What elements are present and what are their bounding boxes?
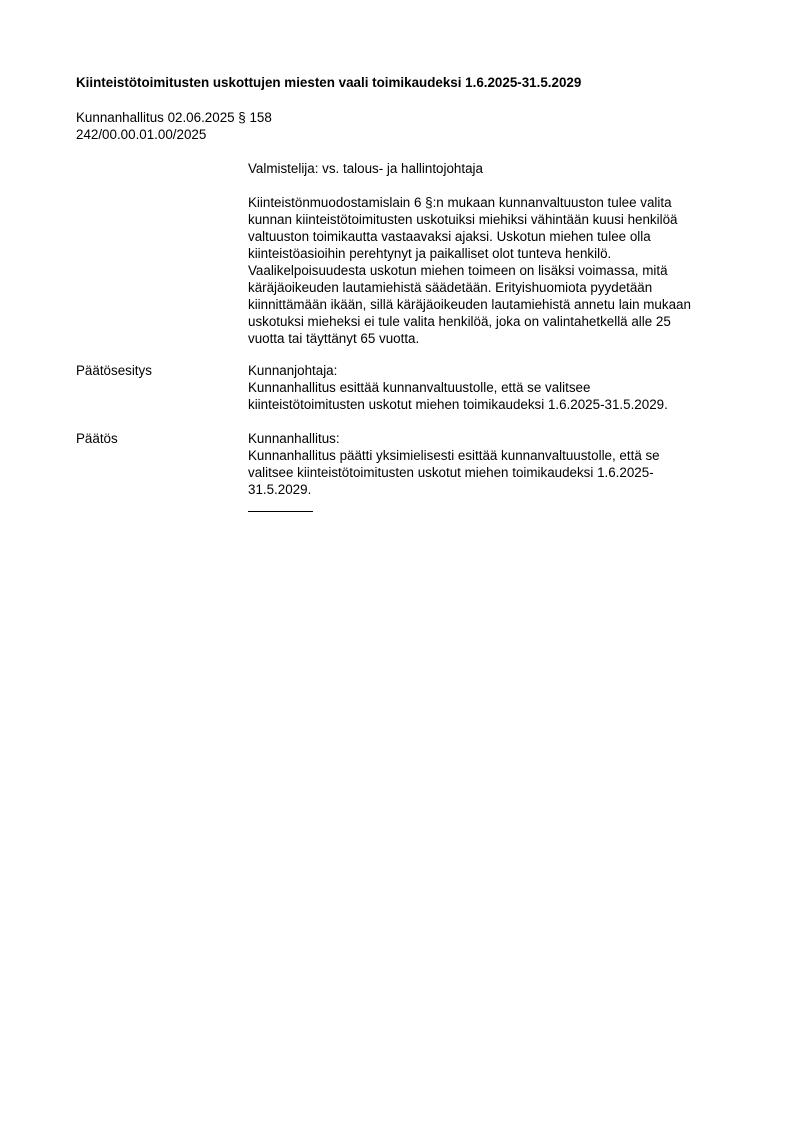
body-line: kiinteistöasioihin perehtynyt ja paikalliset olot tunteva henkilö.	[248, 246, 612, 261]
record-number: 242/00.00.01.00/2025	[76, 127, 207, 142]
preparer-line: Valmistelija: vs. talous- ja hallintojohtaja	[248, 161, 483, 176]
proposal-section	[248, 362, 738, 413]
decision-line: 31.5.2029.	[248, 482, 312, 497]
body-line: käräjäoikeuden lautamiehistä säädetään. Erityishuomiota pyydetään	[248, 280, 653, 295]
meeting-line: Kunnanhallitus 02.06.2025 § 158	[76, 110, 272, 125]
decision-line: Kunnanhallitus päätti yksimielisesti esittää kunnanvaltuustolle, että se	[248, 448, 660, 463]
decision-line: valitsee kiinteistötoimitusten uskotut miehen toimikaudeksi 1.6.2025-	[248, 465, 654, 480]
decision-line: Kunnanhallitus:	[248, 431, 340, 446]
body-line: Kiinteistönmuodostamislain 6 §:n mukaan kunnanvaltuuston tulee valita	[248, 195, 672, 210]
meeting-meta	[76, 109, 272, 143]
end-divider	[248, 511, 313, 512]
body-line: Vaalikelpoisuudesta uskotun miehen toimeen on lisäksi voimassa, mitä	[248, 263, 668, 278]
decision-section	[248, 430, 738, 498]
body-line: vuotta tai täyttänyt 65 vuotta.	[248, 331, 420, 346]
decision-label: Päätös	[76, 431, 118, 446]
proposal-line: kiinteistötoimitusten uskotut miehen toimikaudeksi 1.6.2025-31.5.2029.	[248, 397, 668, 412]
proposal-line: Kunnanhallitus esittää kunnanvaltuustolle, että se valitsee	[248, 380, 591, 395]
body-line: kunnan kiinteistötoimitusten uskotuiksi miehiksi vähintään kuusi henkilöä	[248, 212, 678, 227]
document-title: Kiinteistötoimitusten uskottujen miesten vaali toimikaudeksi 1.6.2025-31.5.2029	[76, 75, 582, 90]
body-line: kiinnittämään ikään, sillä käräjäoikeuden lautamiehistä annetu lain mukaan	[248, 297, 691, 312]
body-line: uskotuksi mieheksi ei tule valita henkilöä, joka on valintahetkellä alle 25	[248, 314, 671, 329]
body-line: valtuuston toimikautta vastaavaksi ajaksi. Uskotun miehen tulee olla	[248, 229, 651, 244]
body-paragraph	[248, 194, 738, 347]
proposal-line: Kunnanjohtaja:	[248, 363, 338, 378]
proposal-label: Päätösesitys	[76, 363, 152, 378]
